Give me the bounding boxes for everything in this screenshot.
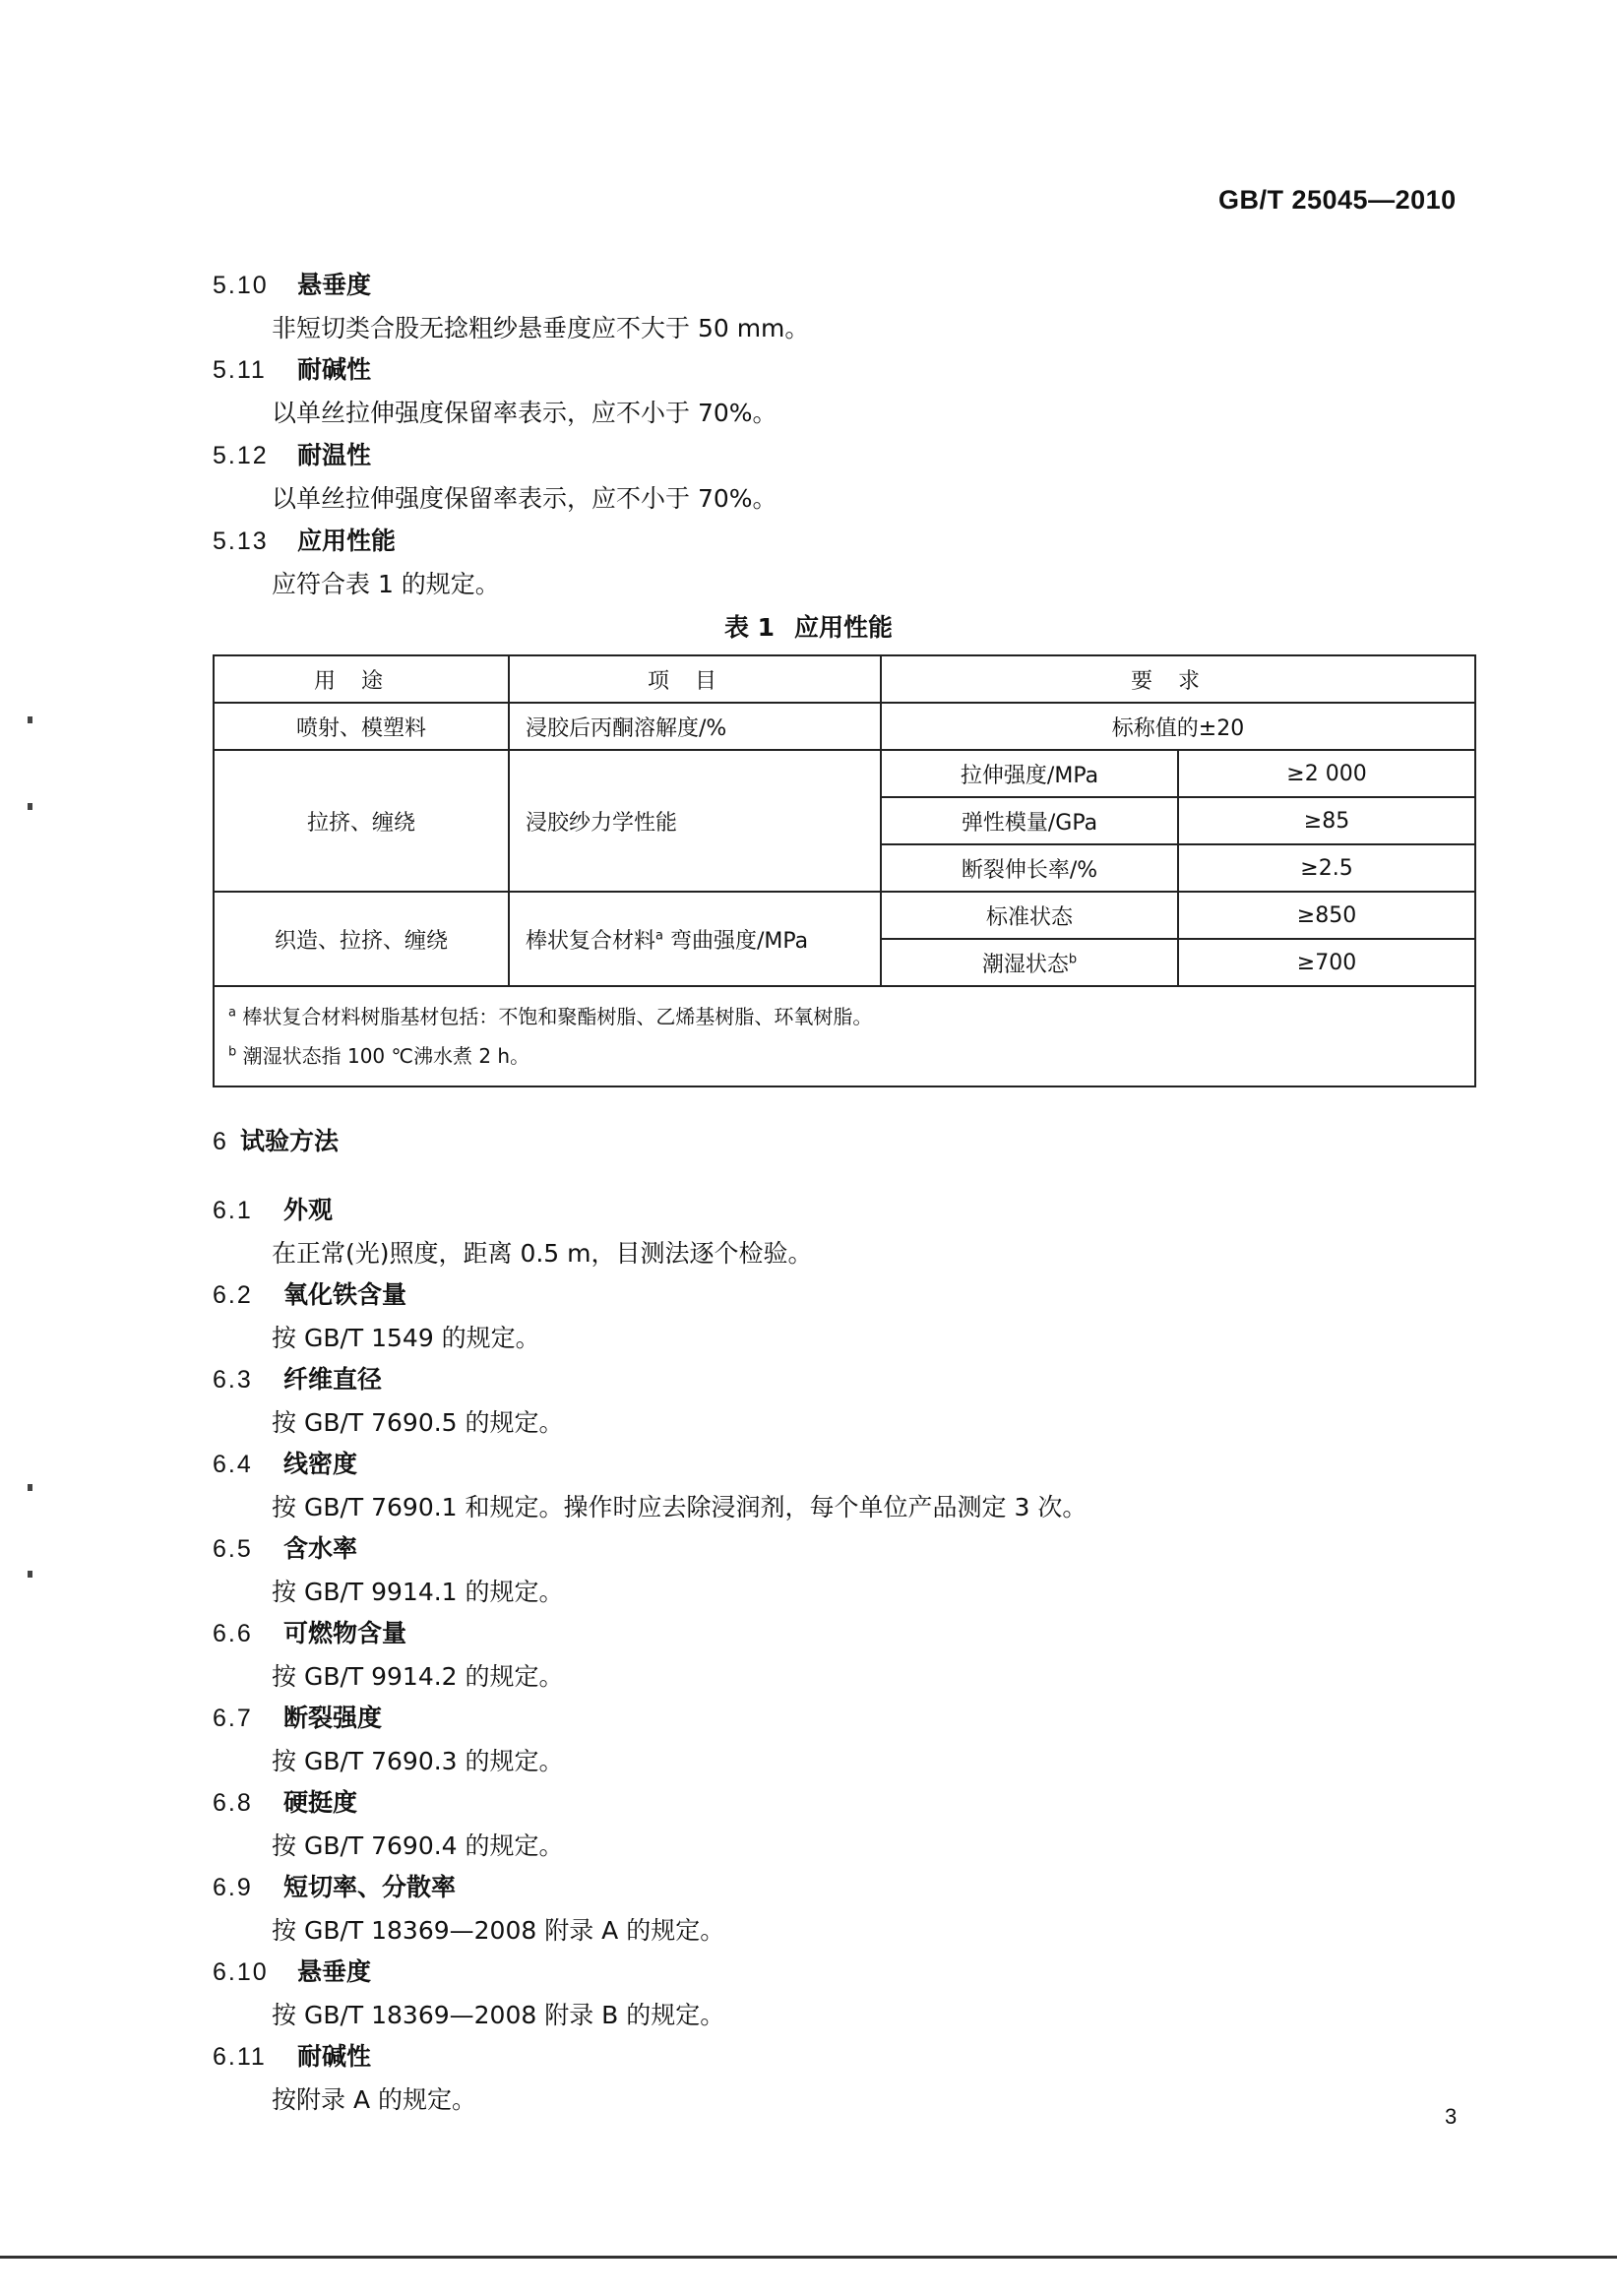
footnote-text: 潮湿状态指 100 ℃沸水煮 2 h。 — [242, 1044, 530, 1068]
page-number: 3 — [1445, 2104, 1458, 2129]
property-text: 潮湿状态 — [981, 952, 1069, 977]
section-title: 耐碱性 — [297, 355, 372, 384]
footnote-b — [228, 1036, 1461, 1076]
cell-value: ≥850 — [1178, 892, 1475, 939]
binding-mark — [28, 716, 32, 723]
section-5-12-body: 以单丝拉伸强度保留率表示，应不小于 70%。 — [272, 484, 777, 513]
section-number: 6.2 — [213, 1281, 253, 1309]
section-5-11-heading — [213, 350, 371, 386]
section-6-9-heading — [213, 1868, 456, 1903]
section-title: 硬挺度 — [283, 1788, 358, 1817]
section-6-3-heading — [213, 1360, 382, 1396]
bottom-rule — [0, 2256, 1617, 2259]
section-number: 6.1 — [213, 1197, 253, 1224]
header-use: 用途 — [214, 655, 509, 703]
section-number: 6.7 — [213, 1705, 253, 1732]
section-title: 悬垂度 — [297, 271, 372, 299]
table-row — [214, 703, 1475, 750]
section-6-7-heading — [213, 1699, 382, 1734]
section-6-2-body: 按 GB/T 1549 的规定。 — [272, 1324, 540, 1352]
section-number: 5.10 — [213, 272, 269, 299]
section-5-11-body: 以单丝拉伸强度保留率表示，应不小于 70%。 — [272, 399, 777, 427]
section-number: 6.3 — [213, 1366, 253, 1394]
section-title: 短切率、分散率 — [283, 1873, 457, 1901]
section-number: 5.11 — [213, 356, 267, 384]
section-6-10-heading — [213, 1953, 371, 1988]
cell-item: 浸胶后丙酮溶解度/% — [509, 703, 881, 750]
section-5-13-heading — [213, 522, 396, 557]
section-6-5-heading — [213, 1529, 357, 1565]
cell-property: 标准状态 — [881, 892, 1178, 939]
header-requirement: 要求 — [881, 655, 1475, 703]
section-number: 6.4 — [213, 1451, 253, 1478]
footnote-mark: b — [228, 1044, 237, 1060]
section-number: 6.5 — [213, 1535, 253, 1563]
section-6-4-body: 按 GB/T 7690.1 和规定。操作时应去除浸润剂，每个单位产品测定 3 次。 — [272, 1493, 1088, 1521]
item-text: 棒状复合材料 — [526, 928, 656, 954]
section-title: 悬垂度 — [297, 1957, 372, 1986]
section-number: 5.13 — [213, 527, 269, 555]
binding-mark — [28, 1484, 32, 1491]
table-caption-title: 应用性能 — [794, 613, 894, 642]
footnote-mark: b — [1068, 952, 1078, 967]
section-6-6-heading — [213, 1614, 406, 1649]
section-title: 应用性能 — [297, 527, 397, 555]
footnote-a — [228, 997, 1461, 1036]
section-5-10-body: 非短切类合股无捻粗纱悬垂度应不大于 50 mm。 — [272, 314, 810, 342]
standard-code: GB/T 25045—2010 — [1218, 185, 1457, 215]
section-6-11-heading — [213, 2037, 371, 2073]
section-6-3-body: 按 GB/T 7690.5 的规定。 — [272, 1408, 564, 1437]
binding-mark — [28, 803, 32, 810]
section-6-9-body: 按 GB/T 18369—2008 附录 A 的规定。 — [272, 1916, 725, 1945]
cell-item: 浸胶纱力学性能 — [509, 750, 881, 892]
section-6-5-body: 按 GB/T 9914.1 的规定。 — [272, 1578, 564, 1606]
chapter-title: 试验方法 — [240, 1127, 340, 1155]
chapter-6-heading — [213, 1122, 339, 1157]
section-title: 耐碱性 — [297, 2042, 372, 2071]
section-title: 断裂强度 — [283, 1704, 383, 1732]
section-number: 6.8 — [213, 1789, 253, 1817]
table-notes-row — [214, 986, 1475, 1086]
section-5-13-body: 应符合表 1 的规定。 — [272, 570, 500, 598]
section-title: 耐温性 — [297, 441, 372, 469]
section-6-2-heading — [213, 1275, 406, 1311]
section-title: 含水率 — [283, 1534, 358, 1563]
footnote-mark: a — [655, 928, 663, 944]
footnote-mark: a — [228, 1005, 236, 1021]
cell-value: ≥2 000 — [1178, 750, 1475, 797]
section-6-11-body: 按附录 A 的规定。 — [272, 2085, 476, 2114]
application-performance-table — [213, 654, 1476, 1087]
section-6-7-body: 按 GB/T 7690.3 的规定。 — [272, 1747, 564, 1775]
section-number: 6.11 — [213, 2043, 267, 2071]
binding-mark — [28, 1571, 32, 1578]
header-item: 项目 — [509, 655, 881, 703]
section-6-1-heading — [213, 1191, 333, 1226]
section-6-1-body: 在正常(光)照度，距离 0.5 m，目测法逐个检验。 — [272, 1239, 813, 1268]
cell-value: ≥2.5 — [1178, 844, 1475, 892]
section-number: 6.9 — [213, 1874, 253, 1901]
cell-property — [881, 939, 1178, 986]
section-title: 氧化铁含量 — [283, 1280, 407, 1309]
cell-requirement: 标称值的±20 — [881, 703, 1475, 750]
section-title: 纤维直径 — [283, 1365, 383, 1394]
section-6-8-body: 按 GB/T 7690.4 的规定。 — [272, 1831, 564, 1860]
table-header-row — [214, 655, 1475, 703]
cell-value: ≥85 — [1178, 797, 1475, 844]
section-title: 线密度 — [283, 1450, 358, 1478]
table-row — [214, 750, 1475, 797]
item-text: 弯曲强度/MPa — [662, 928, 809, 954]
section-title: 外观 — [283, 1196, 334, 1224]
table-row — [214, 892, 1475, 939]
section-number: 5.12 — [213, 442, 269, 469]
section-6-4-heading — [213, 1445, 357, 1480]
cell-property: 拉伸强度/MPa — [881, 750, 1178, 797]
table-caption-number: 表 1 — [723, 613, 776, 642]
cell-property: 断裂伸长率/% — [881, 844, 1178, 892]
cell-value: ≥700 — [1178, 939, 1475, 986]
section-6-6-body: 按 GB/T 9914.2 的规定。 — [272, 1662, 564, 1691]
cell-use: 喷射、模塑料 — [214, 703, 509, 750]
section-6-8-heading — [213, 1783, 357, 1819]
section-number: 6.6 — [213, 1620, 253, 1647]
table-caption — [0, 608, 1617, 644]
section-number: 6.10 — [213, 1958, 269, 1986]
section-6-10-body: 按 GB/T 18369—2008 附录 B 的规定。 — [272, 2001, 725, 2029]
section-title: 可燃物含量 — [283, 1619, 407, 1647]
section-5-10-heading — [213, 266, 371, 301]
section-5-12-heading — [213, 436, 371, 471]
footnote-text: 棒状复合材料树脂基材包括：不饱和聚酯树脂、乙烯基树脂、环氧树脂。 — [242, 1005, 873, 1028]
chapter-number: 6 — [213, 1128, 228, 1155]
cell-item — [509, 892, 881, 986]
cell-use: 拉挤、缠绕 — [214, 750, 509, 892]
table-notes — [214, 986, 1475, 1086]
cell-property: 弹性模量/GPa — [881, 797, 1178, 844]
cell-use: 织造、拉挤、缠绕 — [214, 892, 509, 986]
